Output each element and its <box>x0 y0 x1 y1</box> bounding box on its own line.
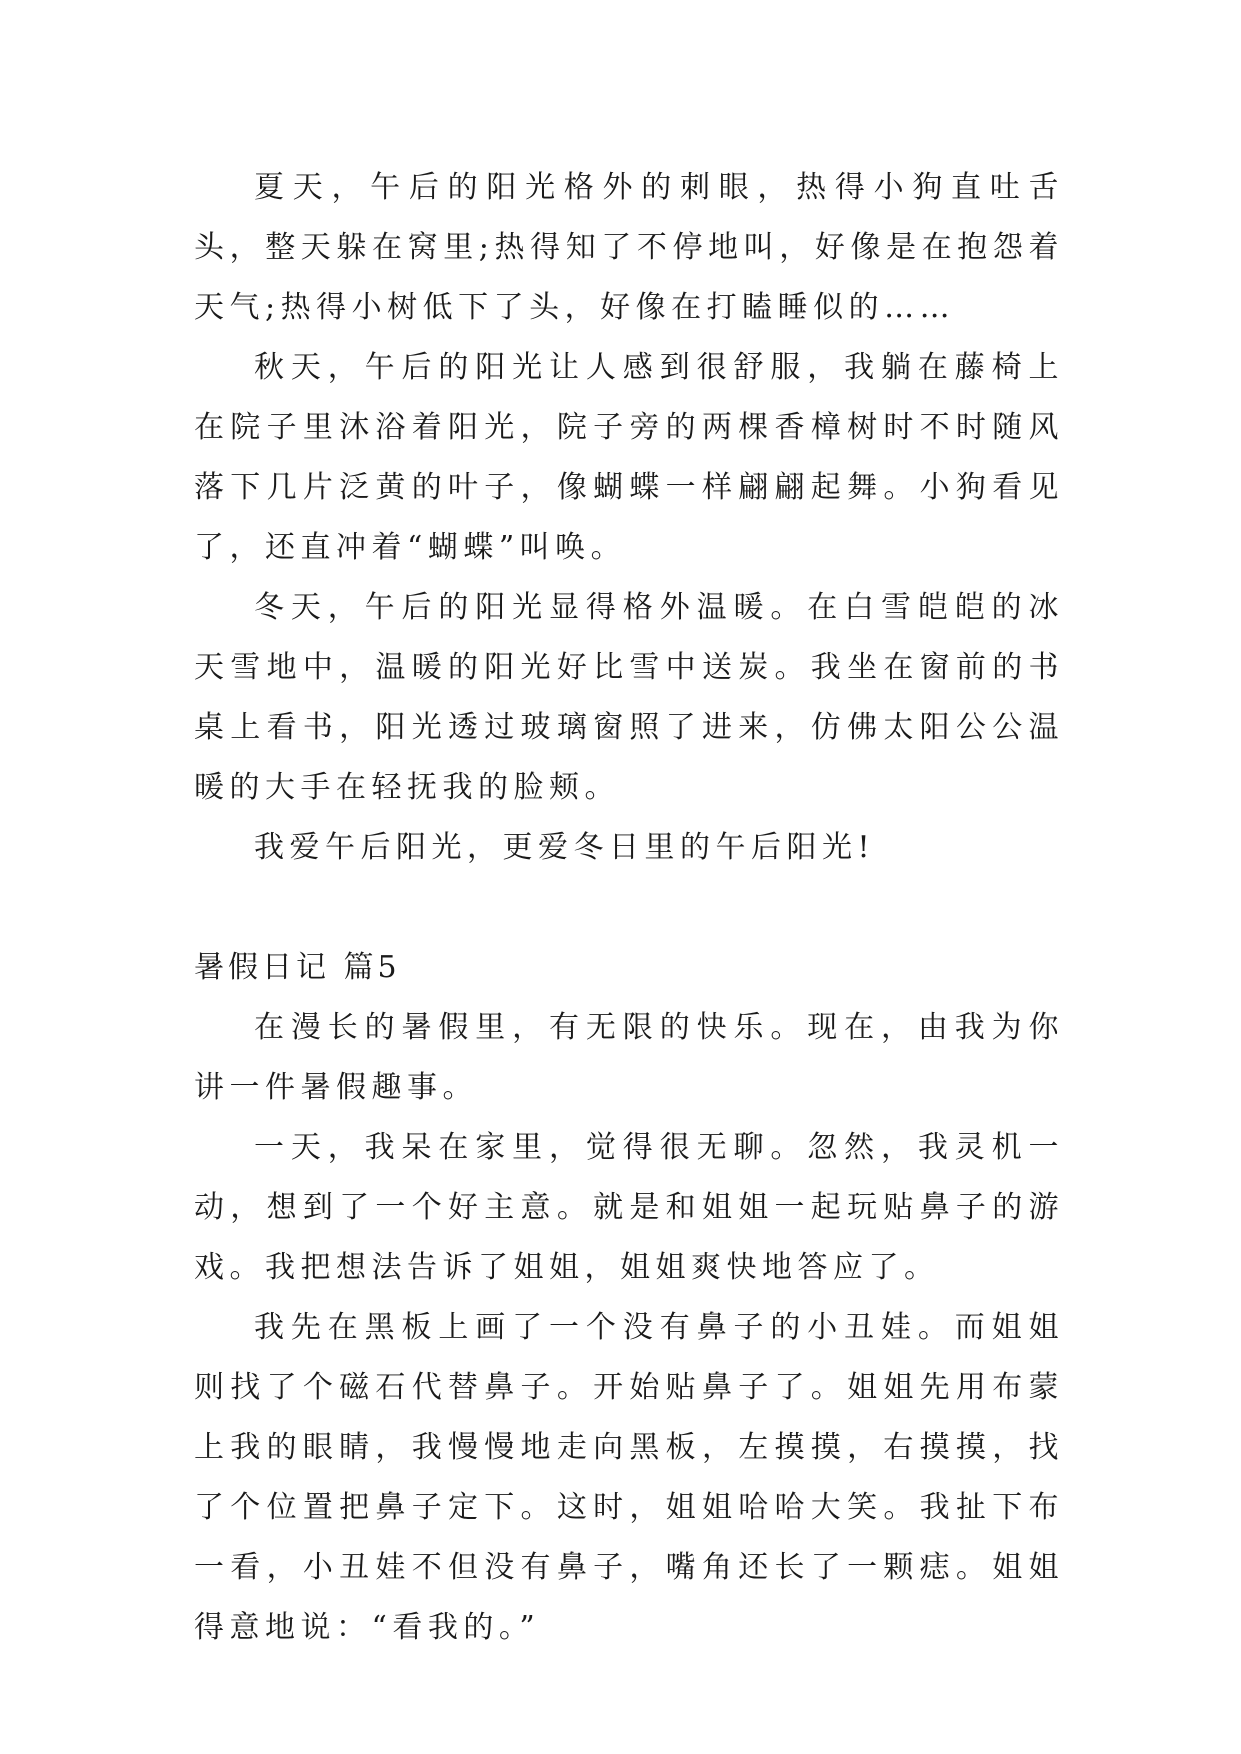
section-heading: 暑假日记 篇5 <box>194 950 401 985</box>
document-body <box>194 158 1064 1658</box>
paragraph-game: 我先在黑板上画了一个没有鼻子的小丑娃。而姐姐则找了个磁石代替鼻子。开始贴鼻子了。姐姐先用布蒙上我的眼睛，我慢慢地走向黑板，左摸摸，右摸摸，找了个位置把鼻子定下。这时，姐姐哈哈大笑。我扯下布一看，小丑娃不但没有鼻子，嘴角还长了一颗痣。姐姐得意地说：“看我的。” <box>194 1310 1064 1645</box>
paragraph-winter: 冬天，午后的阳光显得格外温暖。在白雪皑皑的冰天雪地中，温暖的阳光好比雪中送炭。我坐在窗前的书桌上看书，阳光透过玻璃窗照了进来，仿佛太阳公公温暖的大手在轻抚我的脸颊。 <box>194 590 1064 805</box>
paragraph-summer: 夏天，午后的阳光格外的刺眼，热得小狗直吐舌头，整天躲在窝里;热得知了不停地叫，好像是在抱怨着天气;热得小树低下了头，好像在打瞌睡似的…… <box>194 170 1064 325</box>
section-gap <box>194 878 1064 938</box>
paragraph-conclusion: 我爱午后阳光，更爱冬日里的午后阳光! <box>254 830 876 865</box>
paragraph-intro: 在漫长的暑假里，有无限的快乐。现在，由我为你讲一件暑假趣事。 <box>194 1010 1064 1105</box>
paragraph-autumn: 秋天，午后的阳光让人感到很舒服，我躺在藤椅上在院子里沐浴着阳光，院子旁的两棵香樟树时不时随风落下几片泛黄的叶子，像蝴蝶一样翩翩起舞。小狗看见了，还直冲着“蝴蝶”叫唤。 <box>194 350 1064 565</box>
paragraph-idea: 一天，我呆在家里，觉得很无聊。忽然，我灵机一动，想到了一个好主意。就是和姐姐一起玩贴鼻子的游戏。我把想法告诉了姐姐，姐姐爽快地答应了。 <box>194 1130 1064 1285</box>
